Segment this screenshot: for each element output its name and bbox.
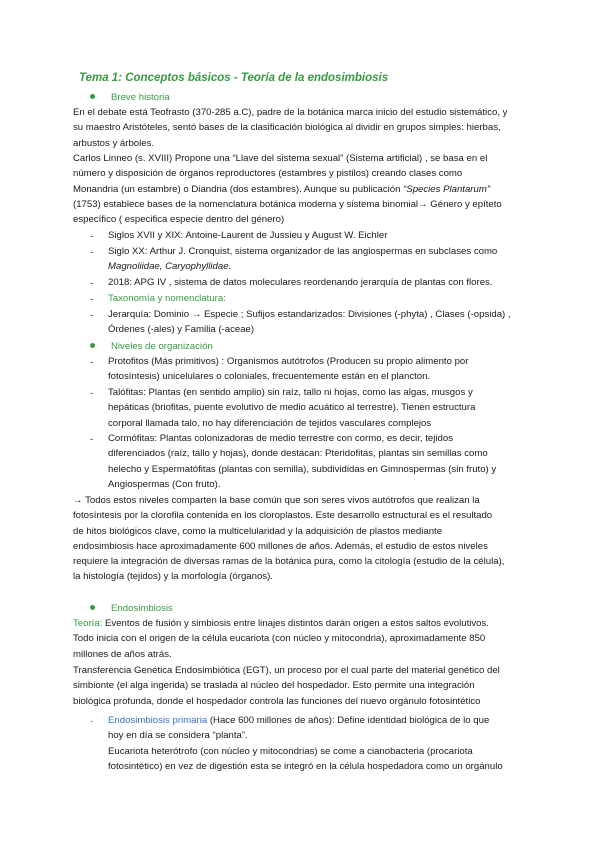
section-heading-breve-historia: Breve historia [90, 92, 170, 103]
list-item-talofitas: Talófitas: Plantas (en sentido amplio) sin raíz, tallo ni hojas, como las algas, musgos y hepáticas (briofitas, puente evolutivo de medio acuático al terrestre). Tienen estructura corporal llamada talo, no hay diferenciación de tejidos vasculares complejos [108, 387, 476, 429]
list-item-siglos-xvii: Siglos XVII y XIX: Antoine-Laurent de Jussieu y August W. Eichler [108, 230, 388, 241]
paragraph-egt: Transferencia Genética Endosimbiótica (EGT), un proceso por el cual parte del material genético del simbionte (el alga ingerida) se traslada al núcleo del hospedador. Esto permite una integración biológica profunda, donde el hospedador controla las funciones del nuevo orgánulo fotosintético [73, 665, 500, 707]
paragraph-teofrasto: En el debate está Teofrasto (370-285 a.C), padre de la botánica marca inicio del estudio sistemático, y su maestro Aristóteles, sentó bases de la clasificación biológica al dividir en grupos simples: hierbas, arbustos y árboles. [73, 107, 508, 149]
primaria-label: Endosimbiosis primaria [108, 715, 208, 726]
list-item-siglo-xx: Siglo XX: Arthur J. Cronquist, sistema organizador de las angiospermas en subclases como Magnoliidae, Caryophyllidae. [108, 246, 498, 273]
bullet-dot-icon [90, 94, 95, 99]
section-heading-niveles: Niveles de organización [90, 341, 213, 352]
teoria-label: Teoría: [73, 618, 103, 629]
list-item-endosimbiosis-primaria: Endosimbiosis primaria (Hace 600 millones de años): Define identidad biológica de lo que hoy en día se considera “planta”. Eucariota heterótrofo (con núcleo y mitocondrias) se come a cianobacteria (procariota fotosintético) en vez de digestión esta se integró en la célula hospedadora como un orgánulo [108, 715, 503, 772]
list-item-cormofitas: Cormófitas: Plantas colonizadoras de medio terrestre con cormo, es decir, tejidos diferenciados (raíz, tallo y hojas), donde destacan: Pteridofitas, plantas sin semillas como helecho y Espermatófitas (plantas con semilla), subdivididas en Gimnospermas (sin fruto) y Angiospermas (Con fruto). [108, 433, 497, 490]
paragraph-niveles-conclusion: → Todos estos niveles comparten la base común que son seres vivos autótrofos que realizan la fotosíntesis por la clorofila contenida en los cloroplastos. Este desarrollo estructural es el resultado de hitos biológicos clave, como la multicelularidad y la adquisición de plastos mediante endosimbiosis hace aproximadamente 600 millones de años. Además, el estudio de estos niveles requiere la integración de diversas ramas de la botánica pura, como la citología (estudio de la célula), la histología (tejidos) y la morfología (órganos). [73, 495, 505, 583]
subheading-taxonomia: Taxonomía y nomenclatura: [108, 293, 226, 304]
list-item-protofitos: Protofitos (Más primitivos) : Organismos autótrofos (Producen su propio alimento por fotosíntesis) unicelulares o coloniales, frecuentemente están en el plancton. [108, 356, 469, 383]
paragraph-linneo: Carlos Linneo (s. XVIII) Propone una “Llave del sistema sexual” (Sistema artificial) , se basa en el número y disposición de órganos reproductores (estambres y pistilos) creando clases como Monandria (un estambre) o Diandria (dos estambres). Aunque su publicación “Species Plantarum” (1753) establece bases de la nomenclatura botánica moderna y sistema binomial→ Género y epíteto específico ( especifica especie dentro del género) [73, 153, 502, 226]
page-title: Tema 1: Conceptos básicos - Teoría de la endosimbiosis [79, 72, 389, 84]
bullet-dot-icon [90, 343, 95, 348]
list-item-2018: 2018: APG IV , sistema de datos moleculares reordenando jerarquía de plantas con flores. [108, 277, 493, 288]
bullet-dot-icon [90, 605, 95, 610]
section-heading-endosimbiosis: Endosimbiosis [90, 603, 173, 614]
document-page: Tema 1: Conceptos básicos - Teoría de la endosimbiosis Breve historia En el debate está Teofrasto (370-285 a.C), padre de la botánica marca inicio del estudio sistemático, y su maestro Aristóteles, sentó bases de la clasificación biológica al dividir en grupos simples: hierbas, arbustos y árboles. Carlos Linneo (s. XVIII) Propone una “Llave del sistema sexual” (Sistema artificial) , se basa en el número y disposición de órganos reproductores (estambres y pistilos) creando clases como Monandria (un estambre) o Diandria (dos estambres). Aunque su publicación “Species Plantarum” (1753) establece bases de la nomenclatura botánica moderna y sistema binomial→ Género y epíteto específico ( especifica especie dentro del género) - Siglos XVII y XIX: Antoine-Laurent de Jussieu y August W. Eichler - Siglo XX: Arthur J. Cronquist, sistema organizador de las angiospermas en subclases como Magnoliidae, Caryophyllidae. - 2018: APG IV , sistema de datos moleculares reordenando jerarquía de plantas con flores. - Taxonomía y nomenclatura: - Jerarquía: Dominio → Especie ; Sufijos estandarizados: Divisiones (-phyta) , Clases (-opsida) , Órdenes (-ales) y Familia (-aceae) Niveles de organización - Protofitos (Más primitivos) : Organismos autótrofos (Producen su propio alimento por fotosíntesis) unicelulares o coloniales, frecuentemente están en el plancton. - Talófitas: Plantas (en sentido amplio) sin raíz, tallo ni hojas, como las algas, musgos y hepáticas (briofitas, puente evolutivo de medio acuático al terrestre). Tienen estructura corporal llamada talo, no hay diferenciación de tejidos vasculares complejos - Cormófitas: Plantas colonizadoras de medio terrestre con cormo, es decir, tejidos diferenciados (raíz, tallo y hojas), donde destacan: Pteridofitas, plantas sin semillas como helecho y Espermatófitas (plantas con semilla), subdivididas en Gimnospermas (sin fruto) y Angiospermas (Con fruto). → Todos estos niveles comparten la base común que son seres vivos autótrofos que realizan la fotosíntesis por la clorofila contenida en los cloroplastos. Este desarrollo estructural es el resultado de hitos biológicos clave, como la multicelularidad y la adquisición de plastos mediante endosimbiosis hace aproximadamente 600 millones de años. Además, el estudio de estos niveles requiere la integración de diversas ramas de la botánica pura, como la citología (estudio de la célula), la histología (tejidos) y la morfología (órganos). Endosimbiosis Teoría: Eventos de fusión y simbiosis entre linajes distintos darán origen a estos saltos evolutivos. Todo inicia con el origen de la célula eucariota (con núcleo y mitocondria), aproximadamente 850 millones de años atrás. Transferencia Genética Endosimbiótica (EGT), un proceso por el cual parte del material genético del simbionte (el alga ingerida) se traslada al núcleo del hospedador. Esto permite una integración biológica profunda, donde el hospedador controla las funciones del nuevo orgánulo fotosintético - Endosimbiosis primaria (Hace 600 millones de años): Define identidad biológica de lo que hoy en día se considera “planta”. Eucariota heterótrofo (con núcleo y mitocondrias) se come a cianobacteria (procariota fotosintético) en vez de digestión esta se integró en la célula hospedadora como un orgánulo [0, 0, 600, 848]
paragraph-teoria: Teoría: Eventos de fusión y simbiosis entre linajes distintos darán origen a estos saltos evolutivos. Todo inicia con el origen de la célula eucariota (con núcleo y mitocondria), aproximadamente 850 millones de años atrás. [73, 618, 489, 660]
list-item-jerarquia: Jerarquía: Dominio → Especie ; Sufijos estandarizados: Divisiones (-phyta) , Clases (-opsida) , Órdenes (-ales) y Familia (-aceae) [108, 309, 511, 336]
